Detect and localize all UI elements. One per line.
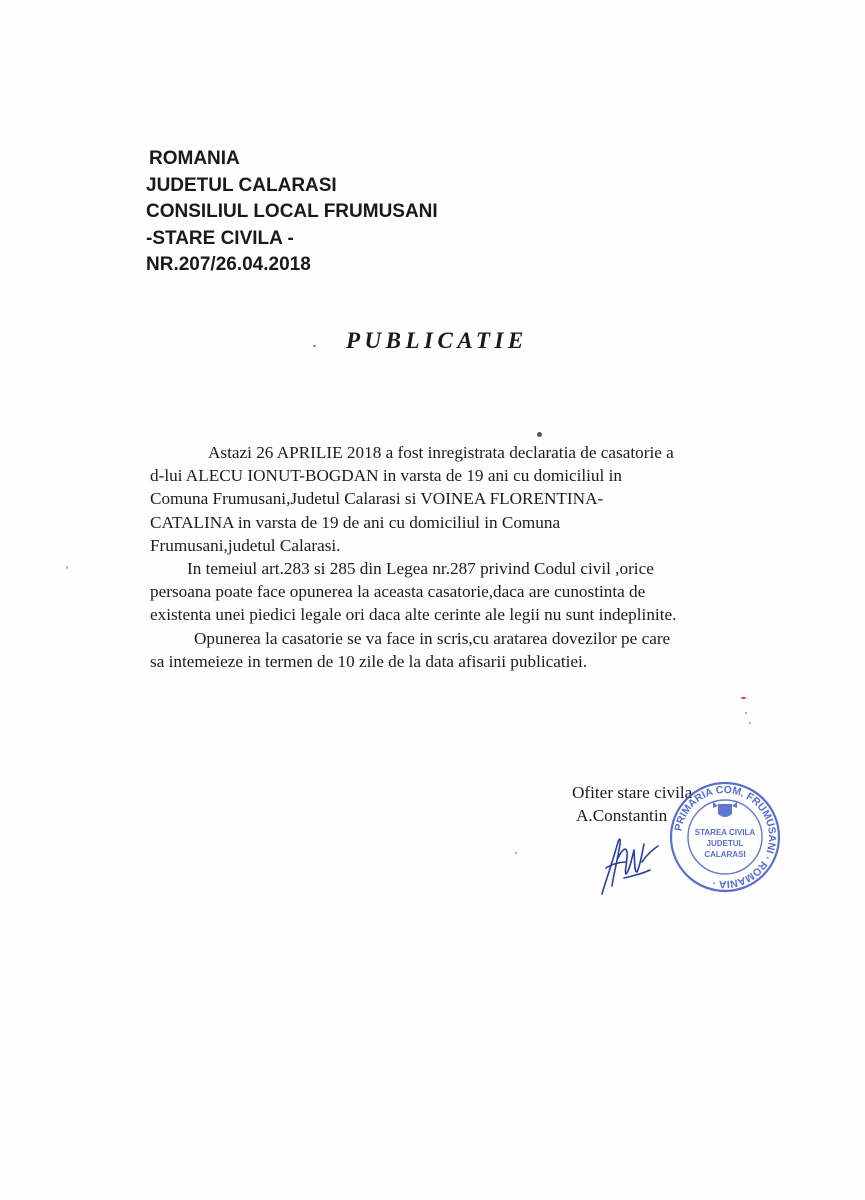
body-line: Comuna Frumusani,Judetul Calarasi si VOINEA FLORENTINA- (150, 489, 604, 509)
svg-text:JUDETUL: JUDETUL (706, 839, 744, 848)
scan-speck (749, 722, 751, 724)
header-council: CONSILIUL LOCAL FRUMUSANI (146, 201, 438, 222)
document-body (150, 441, 750, 673)
header-country: ROMANIA (149, 148, 240, 169)
header-registration-number: NR.207/26.04.2018 (146, 254, 311, 275)
body-line: In temeiul art.283 si 285 din Legea nr.287 privind Codul civil ,orice (187, 559, 654, 579)
official-stamp (668, 780, 782, 894)
coat-of-arms-icon (713, 802, 737, 817)
handwritten-signature (596, 828, 666, 898)
document-title: PUBLICATIE (346, 328, 528, 353)
body-line: Astazi 26 APRILIE 2018 a fost inregistrata declaratia de casatorie a (208, 443, 674, 462)
body-line: persoana poate face opunerea la aceasta casatorie,daca are cunostinta de (150, 582, 646, 602)
scan-speck (537, 432, 542, 437)
body-line: Frumusani,judetul Calarasi. (150, 535, 341, 555)
body-line: sa intemeieze in termen de 10 zile de la data afisarii publicatiei. (150, 651, 588, 671)
header-county: JUDETUL CALARASI (146, 174, 337, 196)
body-line: existenta unei piedici legale ori daca alte cerinte ale legii nu sunt indeplinite. (150, 605, 677, 625)
document-header (146, 146, 438, 279)
scan-speck (313, 345, 316, 347)
scan-speck (745, 712, 747, 714)
header-department: -STARE CIVILA - (146, 227, 294, 249)
svg-text:PRIMARIA COM. FRUMUSANI · ROMA: PRIMARIA COM. FRUMUSANI · ROMANIA · (672, 783, 779, 891)
svg-text:CALARASI: CALARASI (704, 850, 746, 859)
signatory-name: A.Constantin (576, 806, 668, 825)
body-line: CATALINA in varsta de 19 de ani cu domiciliul in Comuna (150, 512, 561, 532)
svg-text:STAREA CIVILA: STAREA CIVILA (694, 828, 756, 837)
scan-speck (515, 852, 517, 854)
scan-speck (741, 697, 746, 699)
signatory-role: Ofiter stare civila (572, 783, 693, 802)
scan-speck (66, 566, 68, 569)
body-line: Opunerea la casatorie se va face in scris,cu aratarea dovezilor pe care (194, 628, 671, 648)
body-line: d-lui ALECU IONUT-BOGDAN in varsta de 19 ani cu domiciliul in (150, 466, 622, 486)
